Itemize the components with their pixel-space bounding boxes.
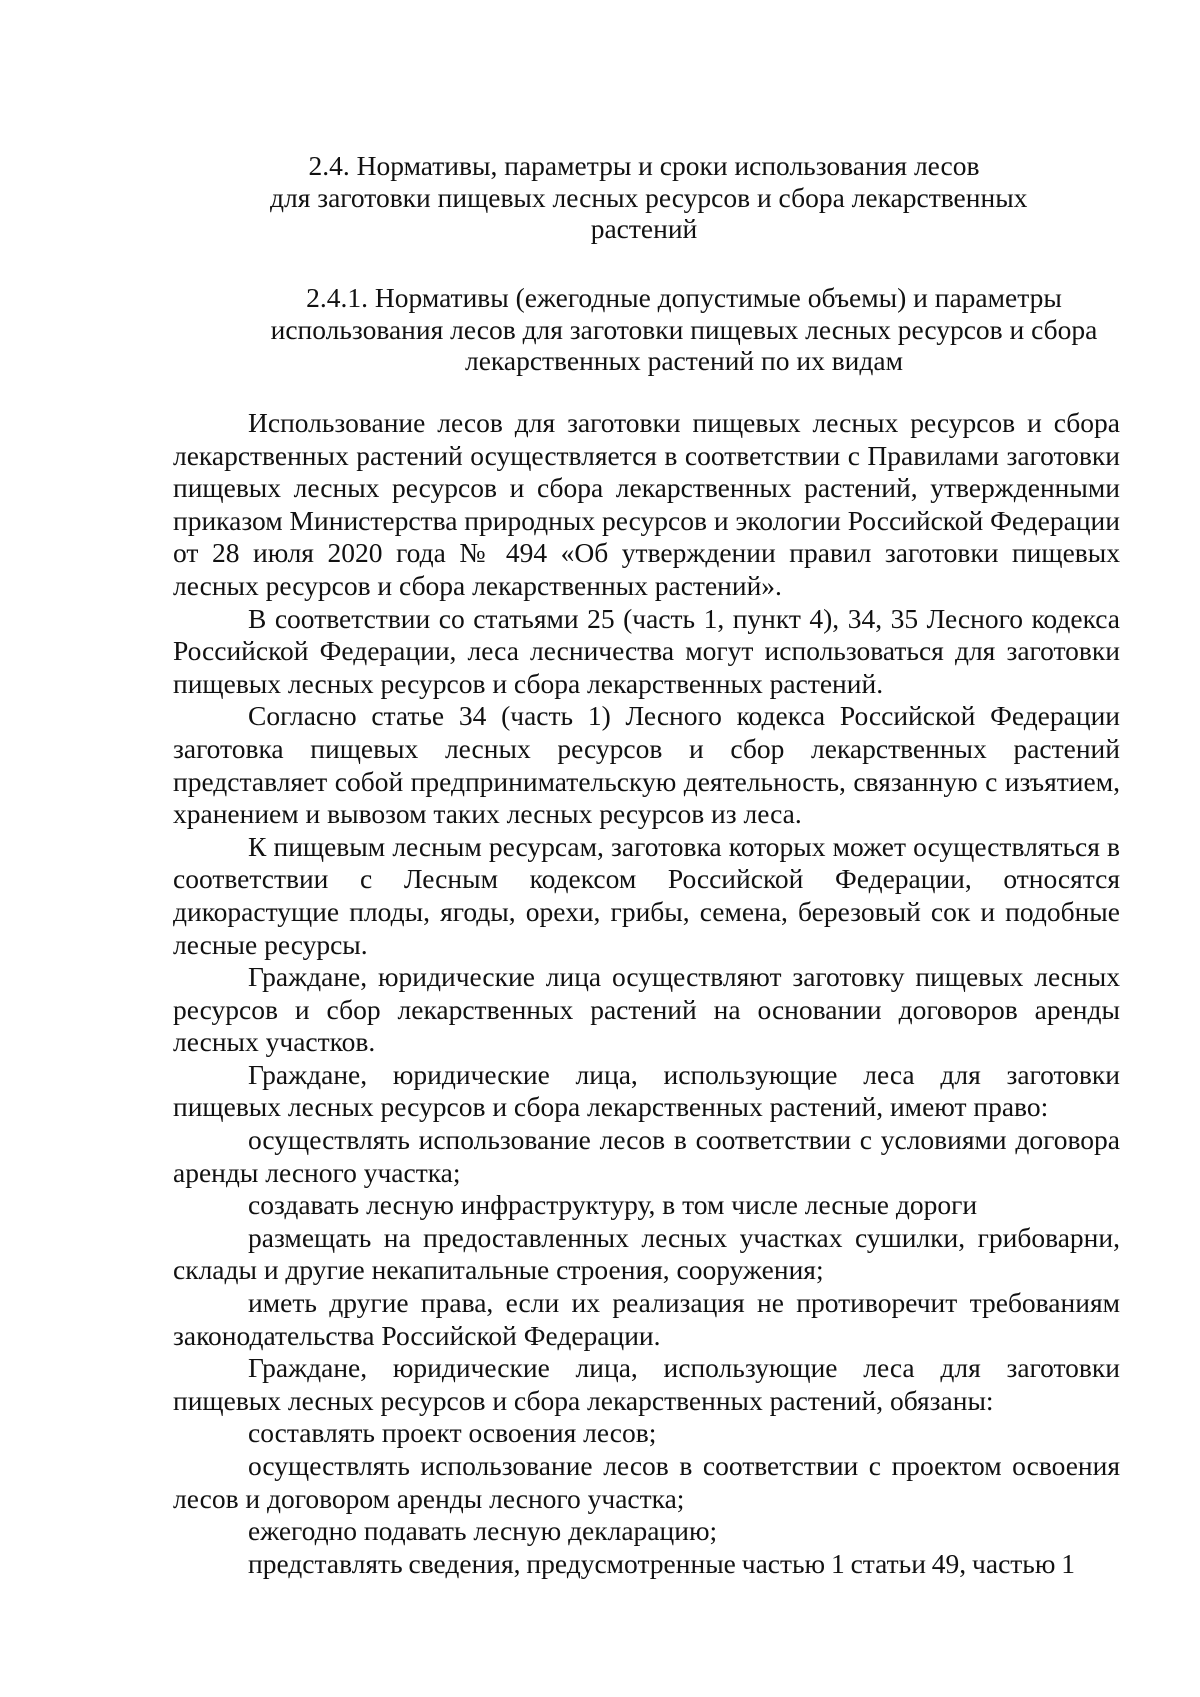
list-item: иметь другие права, если их реализация не противоречит требованиям законодательства Российской Федерации.	[173, 1287, 1120, 1351]
subsection-heading	[250, 282, 1118, 377]
paragraph: Граждане, юридические лица осуществляют заготовку пищевых лесных ресурсов и сбор лекарственных растений на основании договоров аренды лесных участков.	[173, 961, 1120, 1058]
list-item: представлять сведения, предусмотренные частью 1 статьи 49, частью 1	[248, 1547, 1076, 1579]
paragraph: Граждане, юридические лица, использующие леса для заготовки пищевых лесных ресурсов и сбора лекарственных растений, имеют право:	[173, 1058, 1120, 1123]
list-item: создавать лесную инфраструктуру, в том числе лесные дороги	[248, 1189, 978, 1221]
section-heading	[270, 150, 1028, 245]
paragraph: В соответствии со статьями 25 (часть 1, пункт 4), 34, 35 Лесного кодекса Российской Федерации, леса лесничества могут использоваться для заготовки пищевых лесных ресурсов и сбора лекарственных растений.	[173, 602, 1120, 699]
section-heading-line: для заготовки пищевых лесных ресурсов и сбора лекарственных	[270, 181, 1028, 213]
list-item: осуществлять использование лесов в соответствии с проектом освоения лесов и договором аренды лесного участка;	[173, 1450, 1120, 1514]
paragraph: Использование лесов для заготовки пищевых лесных ресурсов и сбора лекарственных растений осуществляется в соответствии с Правилами заготовки пищевых лесных ресурсов и сбора лекарственных растений, утвержденными приказом Министерства природных ресурсов и экологии Российской Федерации от 28 июля 2020 года № 494 «Об утверждении правил заготовки пищевых лесных ресурсов и сбора лекарственных растений».	[173, 407, 1120, 601]
subsection-heading-line: использования лесов для заготовки пищевых лесных ресурсов и сбора	[270, 313, 1098, 345]
paragraph: Согласно статье 34 (часть 1) Лесного кодекса Российской Федерации заготовка пищевых лесных ресурсов и сбор лекарственных растений представляет собой предпринимательскую деятельность, связанную с изъятием, хранением и вывозом таких лесных ресурсов из леса.	[173, 700, 1120, 830]
paragraph: Граждане, юридические лица, использующие леса для заготовки пищевых лесных ресурсов и сбора лекарственных растений, обязаны:	[173, 1352, 1120, 1416]
list-item: размещать на предоставленных лесных участках сушилки, грибоварни, склады и другие некапитальные строения, сооружения;	[173, 1221, 1120, 1286]
section-heading-line: 2.4. Нормативы, параметры и сроки использования лесов	[308, 150, 980, 181]
subsection-heading-line: лекарственных растений по их видам	[464, 345, 903, 376]
paragraph: К пищевым лесным ресурсам, заготовка которых может осуществляться в соответствии с Лесным кодексом Российской Федерации, относятся дикорастущие плоды, ягоды, орехи, грибы, семена, березовый сок и подобные лесные ресурсы.	[173, 830, 1120, 960]
subsection-heading-line: 2.4.1. Нормативы (ежегодные допустимые объемы) и параметры	[306, 282, 1062, 313]
list-item: составлять проект освоения лесов;	[248, 1417, 657, 1449]
list-item: ежегодно подавать лесную декларацию;	[248, 1515, 718, 1547]
list-item: осуществлять использование лесов в соответствии с условиями договора аренды лесного участка;	[173, 1124, 1120, 1188]
body-text	[173, 407, 1120, 1580]
section-heading-line: растений	[590, 213, 698, 244]
